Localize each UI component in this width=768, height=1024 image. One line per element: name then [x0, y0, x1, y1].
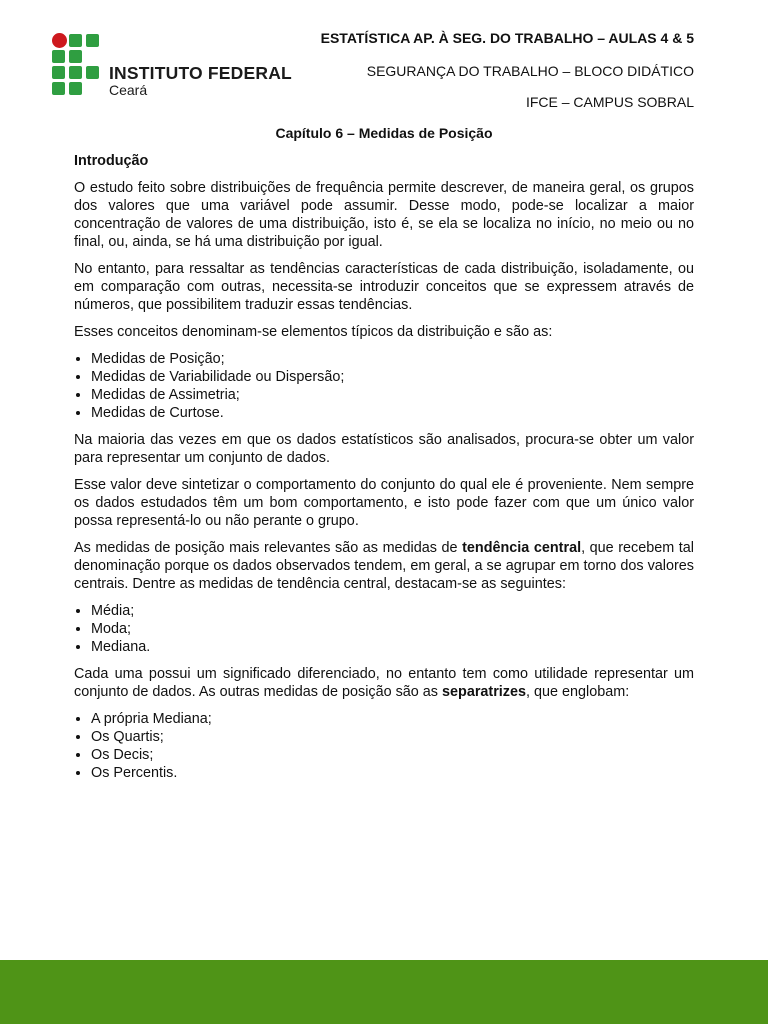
bullet-list-separatrizes [74, 710, 694, 782]
list-item: • Medidas de Posição; [91, 350, 694, 368]
header-course-title: ESTATÍSTICA AP. À SEG. DO TRABALHO – AULAS 4 & 5 [320, 30, 694, 46]
list-item: • Medidas de Curtose. [91, 404, 694, 422]
list-item: • Os Percentis. [91, 764, 694, 782]
list-item: • Média; [91, 602, 694, 620]
header-block-title: SEGURANÇA DO TRABALHO – BLOCO DIDÁTICO [366, 63, 694, 79]
logo-red-circle [52, 33, 67, 48]
bold-term: tendência central [462, 540, 582, 556]
paragraph: O estudo feito sobre distribuições de frequência permite descrever, de maneira geral, os grupos dos valores que uma variável pode assumir. Desse modo, pode-se localizar a maior concentração de valores de uma distribuição, isto é, se ela se localiza no início, no meio ou no final, ou, ainda, se há uma distribuição por igual. [74, 180, 694, 250]
document-body [74, 152, 694, 791]
paragraph [74, 539, 694, 593]
text-run: Cada uma possui um significado diferenciado, no entanto tem como utilidade representar um conjunto de dados. As outras medidas de posição são as [74, 666, 694, 700]
bullet-list-elements [74, 350, 694, 422]
list-item: • Os Decis; [91, 746, 694, 764]
paragraph: Na maioria das vezes em que os dados estatísticos são analisados, procura-se obter um valor para representar um conjunto de dados. [74, 432, 694, 466]
header-campus: IFCE – CAMPUS SOBRAL [525, 94, 694, 110]
list-item: • Medidas de Variabilidade ou Dispersão; [91, 368, 694, 386]
footer-bar [0, 960, 768, 1024]
list-item: • Medidas de Assimetria; [91, 386, 694, 404]
chapter-title: Capítulo 6 – Medidas de Posição [275, 125, 493, 141]
section-title: Introdução [74, 153, 149, 169]
logo-mark-icon [52, 33, 100, 97]
bold-term: separatrizes [442, 684, 527, 700]
text-run: , que recebem tal denominação porque os dados observados tendem, em geral, a se agrupar em torno dos valores centrais. Dentre as medidas de tendência central, destacam-se as seguintes: [74, 540, 694, 592]
institute-logo [52, 33, 302, 97]
list-item: • Mediana. [91, 638, 694, 656]
paragraph: Esse valor deve sintetizar o comportamento do conjunto do qual ele é proveniente. Nem sempre os dados estudados têm um bom comportamento, e isto pode fazer com que um único valor possa representá-lo ou não perante o grupo. [74, 477, 694, 529]
paragraph: Esses conceitos denominam-se elementos típicos da distribuição e são as: [74, 324, 553, 340]
list-item: • A própria Mediana; [91, 710, 694, 728]
list-item: • Os Quartis; [91, 728, 694, 746]
paragraph [74, 665, 694, 701]
list-item: • Moda; [91, 620, 694, 638]
paragraph: No entanto, para ressaltar as tendências características de cada distribuição, isoladamente, ou em comparação com outras, necessita-se introduzir conceitos que se expressem através de números, que possibilitem traduzir essas tendências. [74, 261, 694, 313]
text-run: , que englobam: [526, 684, 630, 700]
text-run: As medidas de posição mais relevantes são as medidas de [74, 540, 463, 556]
logo-name: INSTITUTO FEDERAL [109, 63, 292, 83]
bullet-list-central [74, 602, 694, 656]
logo-subtitle: Ceará [109, 82, 148, 98]
